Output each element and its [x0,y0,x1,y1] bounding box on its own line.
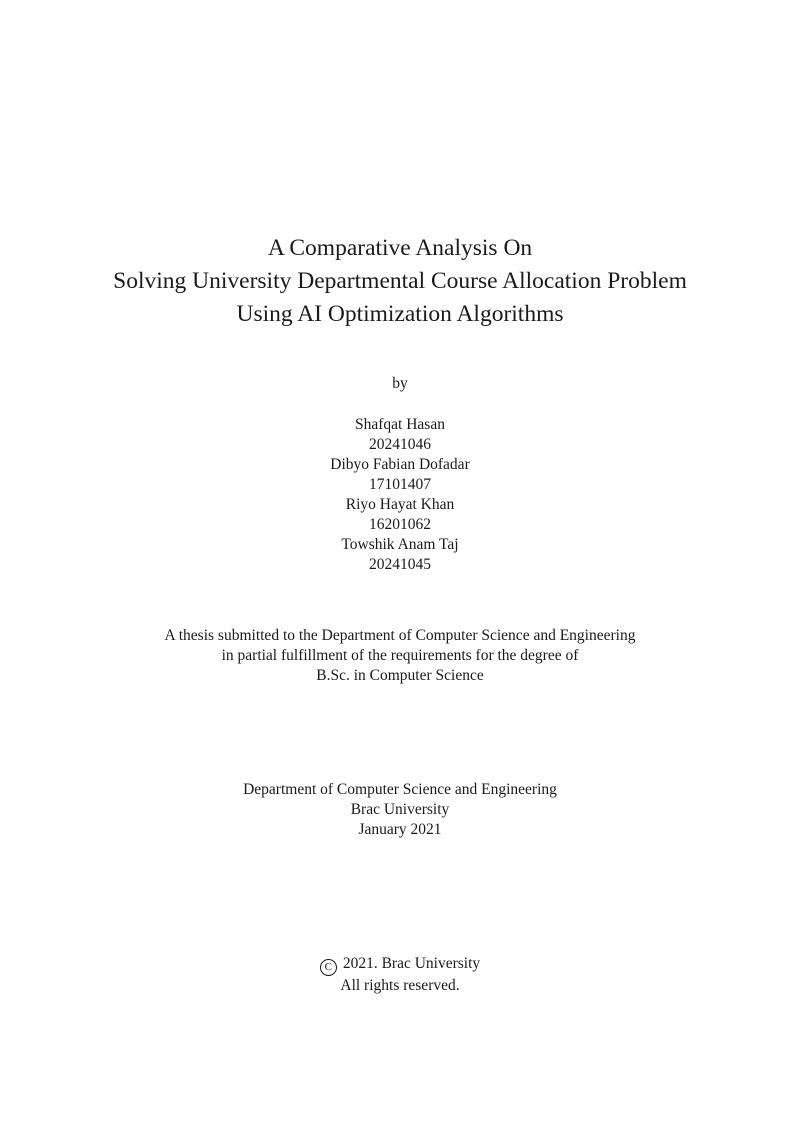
rights-reserved: All rights reserved. [340,977,460,994]
university-name: Brac University [350,801,450,818]
author-student-id: 20241046 [369,436,431,453]
copyright-line [0,954,800,976]
by-label-block [0,374,800,394]
institution-block [0,780,800,840]
submission-line-2: in partial fulfillment of the requirements for the degree of [221,647,579,664]
degree-line: B.Sc. in Computer Science [316,667,484,684]
author-student-id: 17101407 [369,476,431,493]
title-line-2: Solving University Departmental Course Allocation Problem [113,268,687,294]
submission-statement [0,626,800,686]
copyright-icon: C [320,959,337,976]
author-name: Shafqat Hasan [355,416,445,433]
author-name: Dibyo Fabian Dofadar [330,456,470,473]
author-student-id: 16201062 [369,516,431,533]
submission-date: January 2021 [358,821,442,838]
copyright-text: 2021. Brac University [342,955,481,972]
authors-list [0,415,800,575]
title-line-3: Using AI Optimization Algorithms [236,301,564,327]
author-name: Riyo Hayat Khan [345,496,455,513]
copyright-notice [0,954,800,996]
submission-line-1: A thesis submitted to the Department of Computer Science and Engineering [164,627,636,644]
author-student-id: 20241045 [369,556,431,573]
title-line-1: A Comparative Analysis On [267,235,533,261]
by-label: by [392,375,408,392]
thesis-title [0,232,800,331]
author-name: Towshik Anam Taj [341,536,459,553]
department-name: Department of Computer Science and Engineering [243,781,557,798]
